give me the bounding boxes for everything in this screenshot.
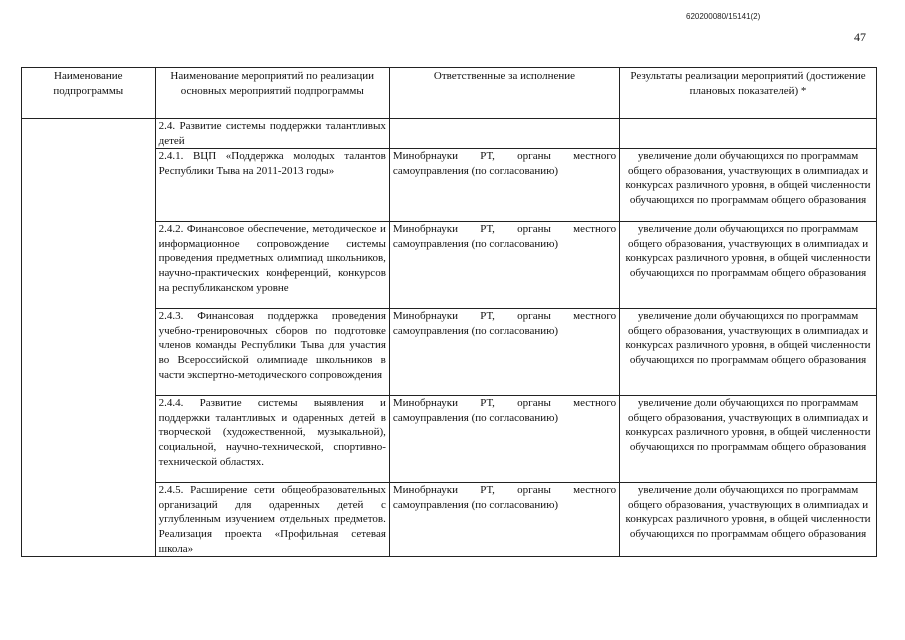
header-subprogram: Наименование подпрограммы: [22, 68, 156, 119]
measure-cell: 2.4.1. ВЦП «Поддержка молодых талантов Республики Тыва на 2011-2013 годы»: [155, 149, 389, 222]
result-cell: увеличение доли обучающихся по программам общего образования, участвующих в олимпиадах и конкурсах различного уровня, в общей численности обучающихся по программам общего образования: [620, 309, 877, 396]
responsible-cell: Минобрнауки РТ, органы местного самоуправления (по согласованию): [389, 483, 619, 557]
measure-cell: 2.4.3. Финансовая поддержка проведения учебно-тренировочных сборов по подготовке членов команды Республики Тыва для участия во Всероссийской олимпиаде школьников в части экспертно-методического сопровождения: [155, 309, 389, 396]
subprogram-cell: [22, 119, 156, 557]
result-cell: увеличение доли обучающихся по программам общего образования, участвующих в олимпиадах и конкурсах различного уровня, в общей численности обучающихся по программам общего образования: [620, 396, 877, 483]
section-empty-cell: [620, 119, 877, 149]
header-measures: Наименование мероприятий по реализации основных мероприятий подпрограммы: [155, 68, 389, 119]
page-number: 47: [854, 30, 866, 44]
table-header-row: [22, 68, 877, 119]
measures-table: [21, 67, 877, 557]
measure-cell: 2.4.5. Расширение сети общеобразовательных организаций для одаренных детей с углубленным изучением отдельных предметов. Реализация проекта «Профильная сетевая школа»: [155, 483, 389, 557]
header-responsible: Ответственные за исполнение: [389, 68, 619, 119]
measure-cell: 2.4.2. Финансовое обеспечение, методическое и информационное сопровождение системы проведения предметных олимпиад школьников, научно-практических конференций, конкурсов на республиканском уровне: [155, 222, 389, 309]
result-cell: увеличение доли обучающихся по программам общего образования, участвующих в олимпиадах и конкурсах различного уровня, в общей численности обучающихся по программам общего образования: [620, 222, 877, 309]
result-cell: увеличение доли обучающихся по программам общего образования, участвующих в олимпиадах и конкурсах различного уровня, в общей численности обучающихся по программам общего образования: [620, 483, 877, 557]
responsible-cell: Минобрнауки РТ, органы местного самоуправления (по согласованию): [389, 222, 619, 309]
responsible-cell: Минобрнауки РТ, органы местного самоуправления (по согласованию): [389, 396, 619, 483]
measure-cell: 2.4.4. Развитие системы выявления и поддержки талантливых и одаренных детей в творческой (художественной, музыкальной), социальной, научно-технической, спортивно-технической областях.: [155, 396, 389, 483]
result-cell: увеличение доли обучающихся по программам общего образования, участвующих в олимпиадах и конкурсах различного уровня, в общей численности обучающихся по программам общего образования: [620, 149, 877, 222]
responsible-cell: Минобрнауки РТ, органы местного самоуправления (по согласованию): [389, 149, 619, 222]
document-code: 620200080/15141(2): [686, 12, 761, 21]
section-title: 2.4. Развитие системы поддержки талантливых детей: [155, 119, 389, 149]
section-empty-cell: [389, 119, 619, 149]
header-results: Результаты реализации мероприятий (достижение плановых показателей) *: [620, 68, 877, 119]
section-row: [22, 119, 877, 149]
responsible-cell: Минобрнауки РТ, органы местного самоуправления (по согласованию): [389, 309, 619, 396]
